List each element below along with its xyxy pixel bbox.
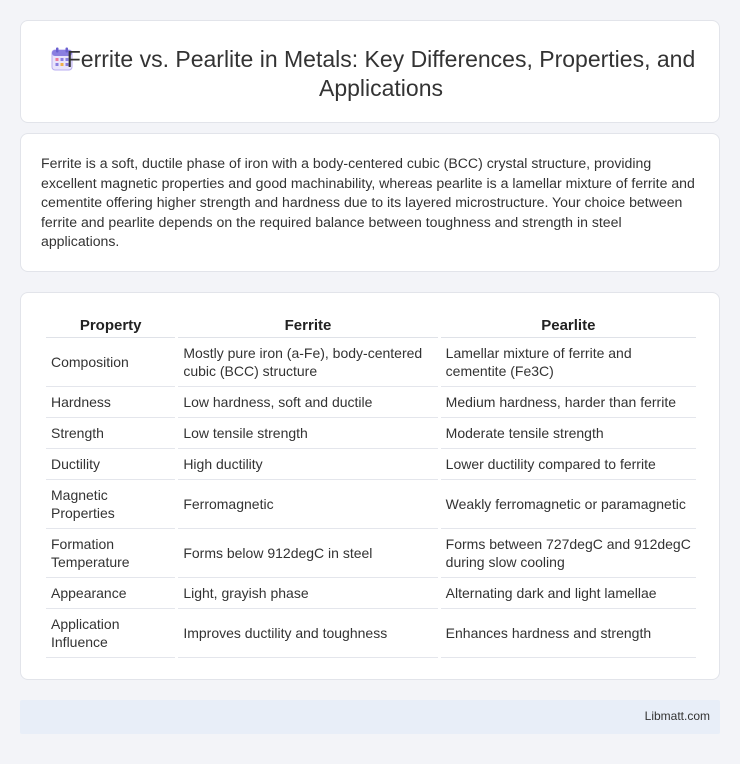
- cell-ferrite: Mostly pure iron (a-Fe), body-centered cubic (BCC) structure: [178, 338, 437, 387]
- cell-pearlite: Forms between 727degC and 912degC during slow cooling: [441, 529, 696, 578]
- cell-property: Appearance: [46, 578, 175, 609]
- cell-property: Application Influence: [46, 609, 175, 658]
- table-row: [46, 449, 696, 480]
- footer-site-name[interactable]: Libmatt.com: [644, 709, 710, 723]
- header-property: Property: [46, 314, 175, 338]
- cell-ferrite: Light, grayish phase: [178, 578, 437, 609]
- cell-ferrite: Improves ductility and toughness: [178, 609, 437, 658]
- cell-pearlite: Medium hardness, harder than ferrite: [441, 387, 696, 418]
- cell-ferrite: Low tensile strength: [178, 418, 437, 449]
- cell-pearlite: Moderate tensile strength: [441, 418, 696, 449]
- cell-pearlite: Enhances hardness and strength: [441, 609, 696, 658]
- page-title: Ferrite vs. Pearlite in Metals: Key Differences, Properties, and Applications: [66, 46, 696, 101]
- table-row: [46, 338, 696, 387]
- cell-property: Hardness: [46, 387, 175, 418]
- table-row: [46, 480, 696, 529]
- cell-pearlite: Weakly ferromagnetic or paramagnetic: [441, 480, 696, 529]
- intro-paragraph: Ferrite is a soft, ductile phase of iron with a body-centered cubic (BCC) crystal structure, providing excellent magnetic properties and good machinability, whereas pearlite is a lamellar mixture of ferrite and cementite offering higher strength and hardness due to its layered microstructure. Your choice between ferrite and pearlite depends on the required balance between toughness and strength in steel applications.: [41, 155, 695, 250]
- cell-property: Magnetic Properties: [46, 480, 175, 529]
- cell-pearlite: Lower ductility compared to ferrite: [441, 449, 696, 480]
- cell-ferrite: Low hardness, soft and ductile: [178, 387, 437, 418]
- table-row: [46, 609, 696, 658]
- header-pearlite: Pearlite: [441, 314, 696, 338]
- cell-property: Composition: [46, 338, 175, 387]
- header-ferrite: Ferrite: [178, 314, 437, 338]
- intro-card: [20, 133, 720, 272]
- table-header-row: [46, 314, 696, 338]
- cell-property: Strength: [46, 418, 175, 449]
- table-row: [46, 387, 696, 418]
- cell-ferrite: Ferromagnetic: [178, 480, 437, 529]
- header-card: [20, 20, 720, 123]
- comparison-table: [43, 314, 699, 658]
- comparison-table-card: [20, 292, 720, 680]
- cell-ferrite: High ductility: [178, 449, 437, 480]
- footer-bar: [20, 700, 720, 734]
- cell-pearlite: Lamellar mixture of ferrite and cementite (Fe3C): [441, 338, 696, 387]
- cell-pearlite: Alternating dark and light lamellae: [441, 578, 696, 609]
- cell-ferrite: Forms below 912degC in steel: [178, 529, 437, 578]
- cell-property: Ductility: [46, 449, 175, 480]
- cell-property: Formation Temperature: [46, 529, 175, 578]
- table-row: [46, 578, 696, 609]
- table-row: [46, 529, 696, 578]
- table-row: [46, 418, 696, 449]
